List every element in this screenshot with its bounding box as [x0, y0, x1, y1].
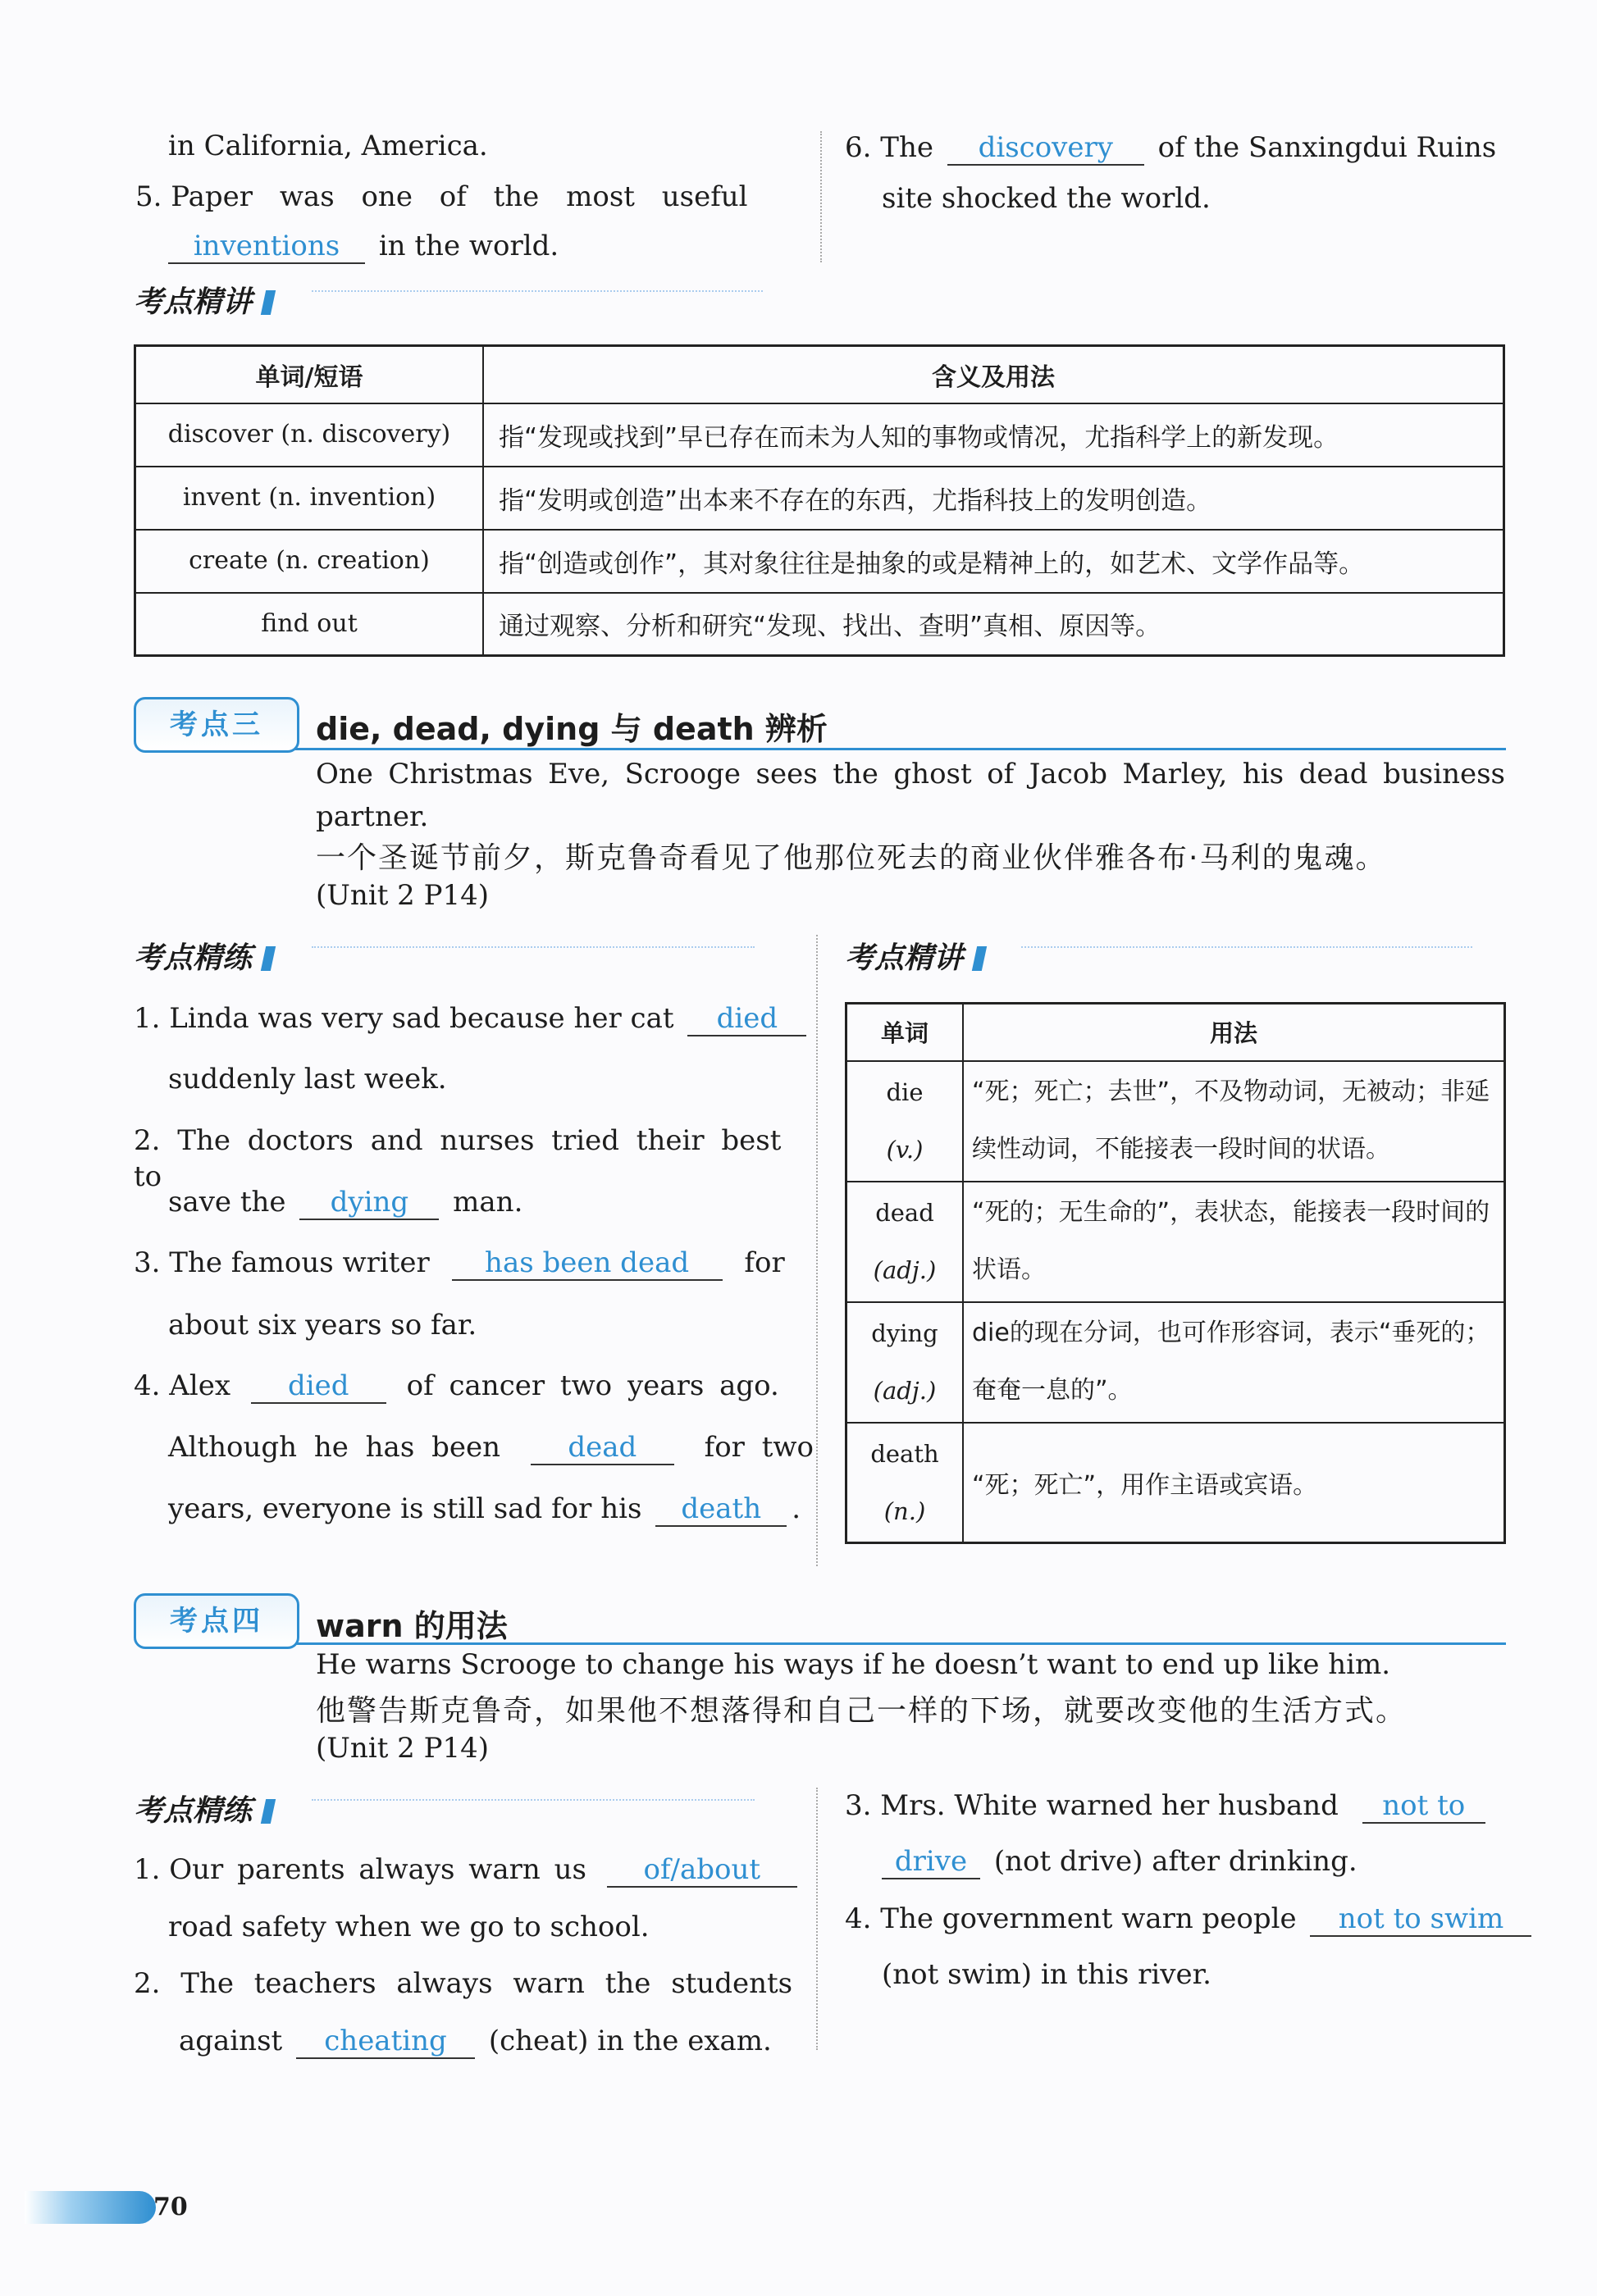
- row-word: dying (adj.): [846, 1302, 964, 1423]
- question-6: 6. The discovery of the Sanxingdui Ruins: [845, 131, 1497, 164]
- kp3-q4-blank-3[interactable]: death: [655, 1492, 787, 1527]
- column-divider: [816, 1788, 818, 2050]
- kp4-tag: 考点四: [134, 1593, 299, 1649]
- kp3-q3-blank[interactable]: has been dead: [452, 1246, 723, 1281]
- kp3-example-en: One Christmas Eve, Scrooge sees the ghost of Jacob Marley, his dead business partner.: [316, 758, 1505, 833]
- title-divider: [312, 946, 755, 948]
- kp3-title: die, dead, dying 与 death 辨析: [316, 711, 828, 747]
- kp4-source: (Unit 2 P14): [316, 1732, 490, 1765]
- row-word: invent (n. invention): [135, 467, 484, 530]
- table-row: [135, 403, 1504, 467]
- row-word: death (n.): [846, 1423, 964, 1543]
- kp3-underline: [295, 748, 1506, 750]
- kp3-tag: 考点三: [134, 697, 299, 753]
- kp4-q3-line2: drive (not drive) after drinking.: [882, 1843, 1357, 1879]
- title-bar-icon: [261, 290, 276, 315]
- title-bar-icon: [261, 946, 276, 971]
- kp4-example-en: He warns Scrooge to change his ways if he doesn’t want to end up like him.: [316, 1648, 1391, 1681]
- vocab-table: [134, 344, 1505, 657]
- page-number: 70: [153, 2193, 188, 2221]
- row-word: die (v.): [846, 1061, 964, 1182]
- kp3-practice-title: 考点精练: [134, 935, 273, 977]
- kp4-practice-title: 考点精练: [134, 1788, 273, 1829]
- kp3-q2: 2. The doctors and nurses tried their best to: [134, 1124, 782, 1193]
- kp3-q1-line2: suddenly last week.: [168, 1063, 447, 1096]
- kp4-q3-blank-b[interactable]: drive: [882, 1845, 980, 1879]
- row-usage: 指“创造或创作”，其对象往往是抽象的或是精神上的，如艺术、文学作品等。: [483, 530, 1504, 593]
- title-divider: [312, 290, 763, 292]
- header-word: 单词: [846, 1004, 964, 1061]
- kp3-q4-blank-2[interactable]: dead: [531, 1431, 674, 1465]
- footer-stripe: [25, 2191, 156, 2224]
- header-word: 单词/短语: [135, 346, 484, 403]
- kp3-q3: 3. The famous writer has been dead for: [134, 1246, 785, 1279]
- table-row: [846, 1061, 1505, 1182]
- table-row: [846, 1182, 1505, 1302]
- kp4-title: warn 的用法: [316, 1608, 508, 1644]
- title-bar-icon: [972, 946, 987, 971]
- row-usage: “死；死亡；去世”，不及物动词，无被动；非延续性动词，不能接表一段时间的状语。: [963, 1061, 1505, 1182]
- word-usage-table: [845, 1002, 1506, 1544]
- kp3-q4: 4. Alex died of cancer two years ago.: [134, 1369, 779, 1402]
- table-row: [846, 1423, 1505, 1543]
- kp4-q4: 4. The government warn people not to swim: [845, 1901, 1536, 1937]
- kp4-q1-line2: road safety when we go to school.: [168, 1911, 650, 1943]
- kp3-q1-blank[interactable]: died: [687, 1002, 806, 1036]
- table-row: [135, 530, 1504, 593]
- kp3-example-zh: 一个圣诞节前夕，斯克鲁奇看见了他那位死去的商业伙伴雅各布·马利的鬼魂。: [316, 841, 1387, 875]
- kp4-q2-line2: against cheating (cheat) in the exam.: [179, 2025, 772, 2057]
- kp4-underline: [295, 1642, 1506, 1645]
- section-title-jiangjie: 考点精讲: [134, 279, 273, 321]
- row-word: create (n. creation): [135, 530, 484, 593]
- kp3-q2-line2: save the dying man.: [168, 1186, 523, 1219]
- row-usage: “死的；无生命的”，表状态，能接表一段时间的状语。: [963, 1182, 1505, 1302]
- kp4-q3: 3. Mrs. White warned her husband not to: [845, 1788, 1490, 1824]
- row-usage: 指“发明或创造”出本来不存在的东西，尤指科技上的发明创造。: [483, 467, 1504, 530]
- kp4-q4-blank[interactable]: not to swim: [1310, 1902, 1531, 1937]
- column-divider: [816, 935, 818, 1566]
- kp4-q2: 2. The teachers always warn the students: [134, 1967, 793, 2000]
- table-row: [846, 1302, 1505, 1423]
- kp4-q1: 1. Our parents always warn us of/about: [134, 1852, 802, 1888]
- kp3-q1: 1. Linda was very sad because her cat died: [134, 1000, 811, 1036]
- title-divider: [312, 1799, 755, 1801]
- header-usage: 用法: [963, 1004, 1505, 1061]
- kp3-q4-line2: Although he has been dead for two: [168, 1431, 814, 1464]
- row-usage: 通过观察、分析和研究“发现、找出、查明”真相、原因等。: [483, 593, 1504, 656]
- prev-item-tail: in California, America.: [168, 130, 488, 162]
- row-usage: 指“发现或找到”早已存在而未为人知的事物或情况，尤指科学上的新发现。: [483, 403, 1504, 467]
- table-row: [135, 593, 1504, 656]
- table-header-row: [846, 1004, 1505, 1061]
- q5-text: Paper was one of the most useful: [171, 180, 748, 213]
- row-word: discover (n. discovery): [135, 403, 484, 467]
- kp4-example-zh: 他警告斯克鲁奇，如果他不想落得和自己一样的下场，就要改变他的生活方式。: [316, 1694, 1408, 1728]
- kp3-q3-line2: about six years so far.: [168, 1309, 477, 1342]
- q6-blank[interactable]: discovery: [947, 131, 1144, 166]
- kp4-q3-blank-a[interactable]: not to: [1362, 1789, 1485, 1824]
- row-usage: “死；死亡”，用作主语或宾语。: [963, 1423, 1505, 1543]
- kp4-q1-blank[interactable]: of/about: [607, 1853, 797, 1888]
- kp4-q4-line2: (not swim) in this river.: [882, 1958, 1211, 1991]
- title-divider: [1021, 946, 1472, 948]
- row-word: find out: [135, 593, 484, 656]
- question-5-line2: inventions in the world.: [168, 228, 559, 264]
- row-word: dead (adj.): [846, 1182, 964, 1302]
- q5-blank[interactable]: inventions: [168, 230, 365, 264]
- table-row: [135, 467, 1504, 530]
- question-5: 5. Paper was one of the most useful: [135, 180, 748, 213]
- question-6-line2: site shocked the world.: [882, 182, 1211, 215]
- row-usage: die的现在分词，也可作形容词，表示“垂死的；奄奄一息的”。: [963, 1302, 1505, 1423]
- title-bar-icon: [261, 1799, 276, 1824]
- kp3-q4-line3: years, everyone is still sad for his death .: [168, 1492, 801, 1525]
- kp3-source: (Unit 2 P14): [316, 879, 490, 912]
- kp3-jiangjie-title: 考点精讲: [845, 935, 984, 977]
- column-divider: [820, 131, 822, 262]
- kp3-q2-blank[interactable]: dying: [299, 1186, 439, 1220]
- kp3-q4-blank-1[interactable]: died: [251, 1369, 386, 1404]
- table-header-row: [135, 346, 1504, 403]
- kp4-q2-blank[interactable]: cheating: [296, 2025, 475, 2059]
- header-usage: 含义及用法: [483, 346, 1504, 403]
